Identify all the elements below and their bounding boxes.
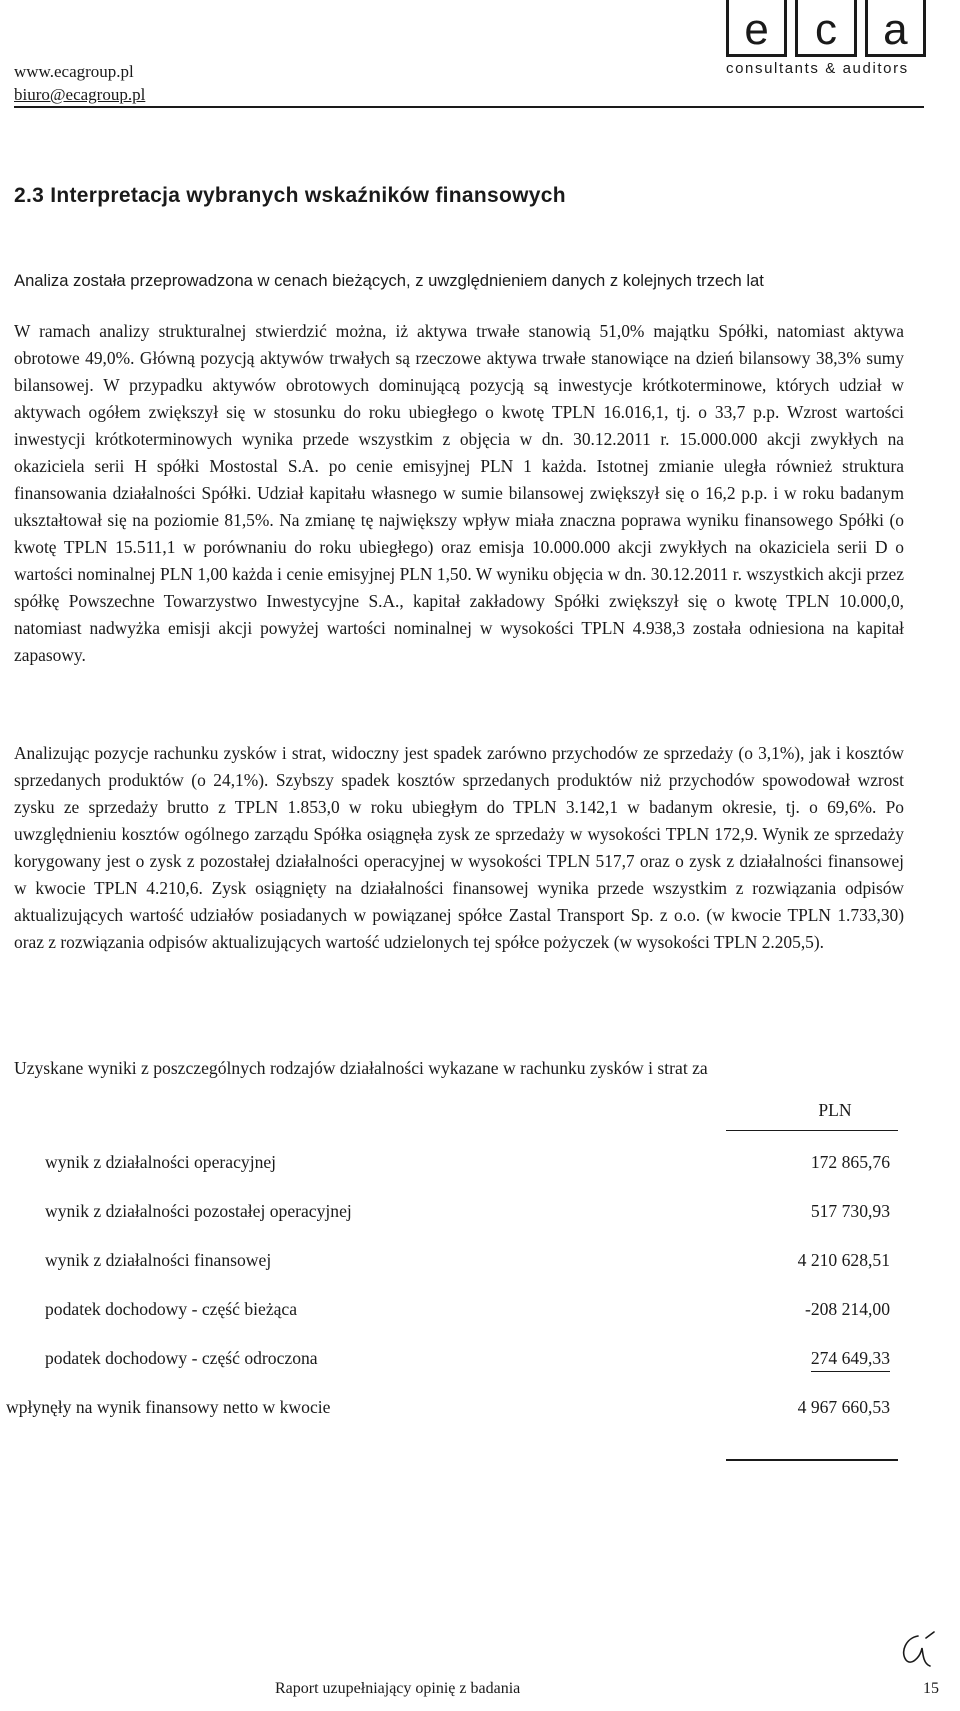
paragraph-results-intro: Uzyskane wyniki z poszczególnych rodzajów działalności wykazane w rachunku zysków i strat za: [14, 1058, 708, 1078]
paragraph-intro: Analiza została przeprowadzona w cenach bieżących, z uwzględnieniem danych z kolejnych trzech lat: [14, 271, 764, 290]
paragraph-income-analysis: Analizując pozycje rachunku zysków i strat, widoczny jest spadek zarówno przychodów ze sprzedaży (o 3,1%), jak i kosztów sprzedanych produktów (o 24,1%). Szybszy spadek kosztów sprzedanych produktów niż przychodów spowodował wzrost zysku ze sprzedaży brutto z TPLN 1.853,0 w roku ubiegłym do TPLN 3.142,1 w badanym okresie, tj. o 69,6%. Po uwzględnieniu kosztów ogólnego zarządu Spółka osiągnęła zysk ze sprzedaży w wysokości TPLN 172,9. Wynik ze sprzedaży korygowany jest o zysk z pozostałej działalności operacyjnej w wysokości TPLN 517,7 oraz o zysk z działalności finansowej w kwocie TPLN 4.210,6. Zysk osiągnięty na działalności finansowej wynika przede wszystkim z rozwiązania odpisów aktualizujących wartość udziałów posiadanych w powiązanej spółce Zastal Transport Sp. z o.o. (w kwocie TPLN 1.733,30) oraz z rozwiązania odpisów aktualizujących wartość udzielonych tej spółce pożyczek (w wysokości TPLN 2.205,5).: [14, 743, 904, 952]
total-label: wpłynęły na wynik finansowy netto w kwocie: [6, 1397, 331, 1417]
total-row: [0, 1397, 960, 1427]
row-value: 274 649,33: [811, 1348, 890, 1372]
table-row: [0, 1299, 960, 1329]
row-label: podatek dochodowy - część bieżąca: [45, 1299, 298, 1319]
header-contact: [14, 60, 145, 106]
row-label: wynik z działalności operacyjnej: [45, 1152, 277, 1172]
header-divider: [14, 106, 924, 108]
section-title: 2.3 Interpretacja wybranych wskaźników finansowych: [14, 184, 566, 207]
logo-letter-c: c: [795, 0, 856, 57]
company-logo: [726, 0, 926, 77]
table-row: [0, 1152, 960, 1182]
website-link[interactable]: www.ecagroup.pl: [14, 62, 134, 81]
table-row: [0, 1348, 960, 1378]
row-value: 517 730,93: [810, 1201, 890, 1221]
table-row: [0, 1201, 960, 1231]
page-number: 15: [923, 1680, 939, 1697]
logo-letter-e: e: [726, 0, 787, 57]
row-label: wynik z działalności finansowej: [45, 1250, 272, 1270]
row-label: podatek dochodowy - część odroczona: [45, 1348, 318, 1368]
row-value: 4 210 628,51: [797, 1250, 890, 1270]
row-label: wynik z działalności pozostałej operacyjnej: [45, 1201, 352, 1221]
table-row: [0, 1250, 960, 1280]
logo-tagline: consultants & auditors: [726, 60, 909, 77]
paragraph-structure-analysis: W ramach analizy strukturalnej stwierdzić można, iż aktywa trwałe stanowią 51,0% majątku Spółki, natomiast aktywa obrotowe 49,0%. Główną pozycją aktywów trwałych są rzeczowe aktywa trwałe stanowiące na dzień bilansowy 38,3% sumy bilansowej. W przypadku aktywów obrotowych dominującą pozycją są inwestycje krótkoterminowe, których udział w aktywach ogółem zwiększył się w stosunku do roku ubiegłego o kwotę TPLN 16.016,1, tj. o 33,7 p.p. Wzrost wartości inwestycji krótkoterminowych wynika przede wszystkim z objęcia w dn. 30.12.2011 r. 15.000.000 akcji zwykłych na okaziciela serii H spółki Mostostal S.A. po cenie emisyjnej PLN 1 każda. Istotnej zmianie uległa również struktura finansowania działalności Spółki. Udział kapitału własnego w sumie bilansowej zwiększył się o 16,2 p.p. i w roku badanym ukształtował się na poziomie 81,5%. Na zmianę tę największy wpływ miała znaczna poprawa wyniku finansowego Spółki (o kwotę TPLN 15.511,1 w porównaniu do roku ubiegłego) oraz emisja 10.000.000 akcji zwykłych na okaziciela serii D o wartości nominalnej PLN 1,00 każda i cenie emisyjnej PLN 1,50. W wyniku objęcia w dn. 30.12.2011 r. wszystkich akcji przez spółkę Powszechne Towarzystwo Inwestycyjne S.A., kapitał zakładowy Spółki zwiększył się o kwotę TPLN 10.000,0, natomiast nadwyżka emisji akcji powyżej wartości nominalnej w wysokości TPLN 4.938,3 została odniesiona na kapitał zapasowy.: [14, 321, 904, 665]
total-double-rule: [726, 1459, 898, 1461]
footer-report-title: Raport uzupełniający opinię z badania: [275, 1680, 521, 1697]
email-link[interactable]: biuro@ecagroup.pl: [14, 85, 146, 104]
row-value: -208 214,00: [804, 1299, 890, 1319]
row-value: 172 865,76: [810, 1152, 890, 1172]
unit-header-rule: [726, 1130, 898, 1131]
logo-letter-a: a: [865, 0, 926, 57]
initials-signature: [896, 1630, 940, 1670]
total-value: 4 967 660,53: [797, 1397, 890, 1417]
unit-header: PLN: [818, 1100, 852, 1120]
